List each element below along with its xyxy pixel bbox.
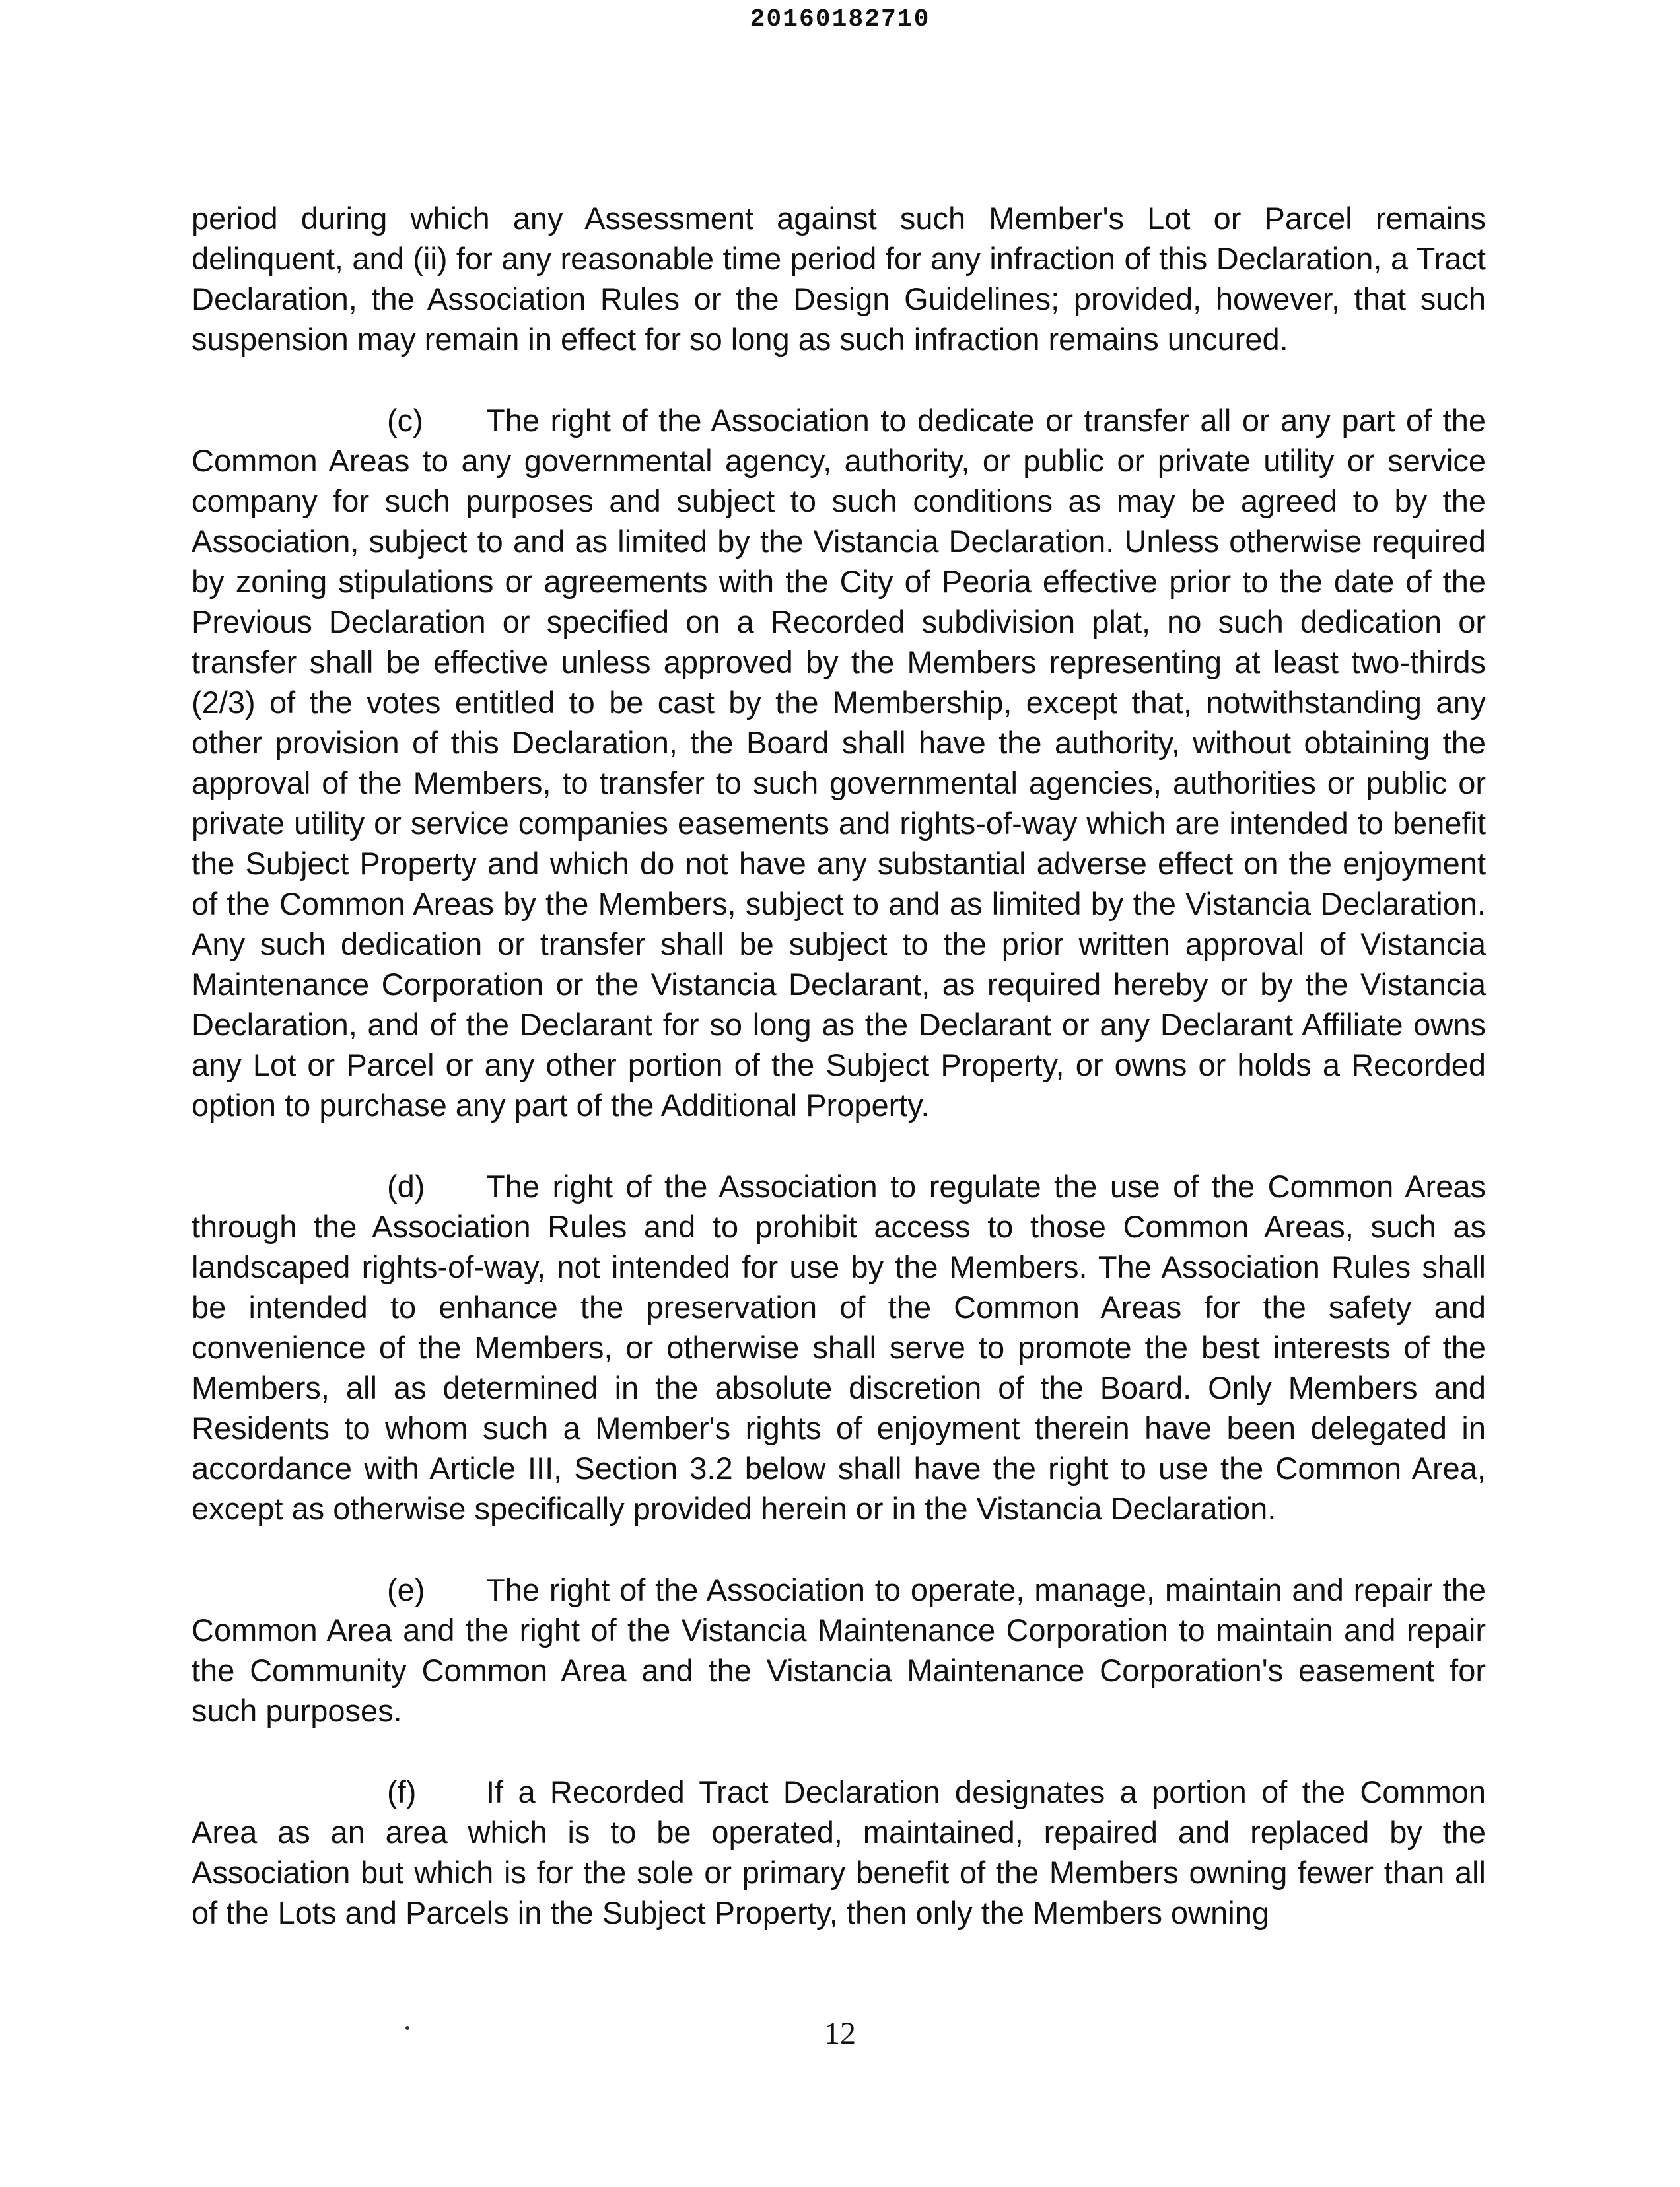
paragraph-text: The right of the Association to regulate the use of the Common Areas through the Association Rules and to prohibit access to those Common Areas, such as landscaped rights-of-way, not intended for use by the Members. The Association Rules shall be intended to enhance the preservation of the Common Areas for the safety and convenience of the Members, or otherwise shall serve to promote the best interests of the Members, all as determined in the absolute discretion of the Board. Only Members and Residents to whom such a Member's rights of enjoyment therein have been delegated in accordance with Article III, Section 3.2 below shall have the right to use the Common Area, except as otherwise specifically provided herein or in the Vistancia Declaration.	[192, 1169, 1486, 1526]
paragraph-label: (f)	[387, 1774, 417, 1809]
paragraph-c	[192, 400, 1486, 1125]
paragraph-d	[192, 1166, 1486, 1529]
paragraph-label: (d)	[387, 1169, 425, 1204]
paragraph-text: The right of the Association to dedicate or transfer all or any part of the Common Areas to any governmental agency, authority, or public or private utility or service company for such purposes and subject to such conditions as may be agreed to by the Association, subject to and as limited by the Vistancia Declaration. Unless otherwise required by zoning stipulations or agreements with the City of Peoria effective prior to the date of the Previous Declaration or specified on a Recorded subdivision plat, no such dedication or transfer shall be effective unless approved by the Members representing at least two-thirds (2/3) of the votes entitled to be cast by the Membership, except that, notwithstanding any other provision of this Declaration, the Board shall have the authority, without obtaining the approval of the Members, to transfer to such governmental agencies, authorities or public or private utility or service companies easements and rights-of-way which are intended to benefit the Subject Property and which do not have any substantial adverse effect on the enjoyment of the Common Areas by the Members, subject to and as limited by the Vistancia Declaration. Any such dedication or transfer shall be subject to the prior written approval of Vistancia Maintenance Corporation or the Vistancia Declarant, as required hereby or by the Vistancia Declaration, and of the Declarant for so long as the Declarant or any Declarant Affiliate owns any Lot or Parcel or any other portion of the Subject Property, or owns or holds a Recorded option to purchase any part of the Additional Property.	[192, 403, 1486, 1123]
paragraph-f	[192, 1772, 1486, 1933]
paragraph-e	[192, 1570, 1486, 1731]
document-number: 20160182710	[750, 5, 930, 34]
paragraph-text: The right of the Association to operate, manage, maintain and repair the Common Area and the right of the Vistancia Maintenance Corporation to maintain and repair the Community Common Area and the Vistancia Maintenance Corporation's easement for such purposes.	[192, 1572, 1486, 1728]
paragraph-text: If a Recorded Tract Declaration designates a portion of the Common Area as an area which is to be operated, maintained, repaired and replaced by the Association but which is for the sole or primary benefit of the Members owning fewer than all of the Lots and Parcels in the Subject Property, then only the Members owning	[192, 1774, 1486, 1930]
paragraph-label: (e)	[387, 1572, 425, 1607]
paragraph-text: period during which any Assessment against such Member's Lot or Parcel remains delinquent, and (ii) for any reasonable time period for any infraction of this Declaration, a Tract Declaration, the Association Rules or the Design Guidelines; provided, however, that such suspension may remain in effect for so long as such infraction remains uncured.	[192, 201, 1486, 357]
paragraph-label: (c)	[387, 403, 423, 438]
document-body	[192, 198, 1486, 1974]
paragraph-continuation	[192, 198, 1486, 359]
page-number: 12	[824, 2016, 856, 2051]
